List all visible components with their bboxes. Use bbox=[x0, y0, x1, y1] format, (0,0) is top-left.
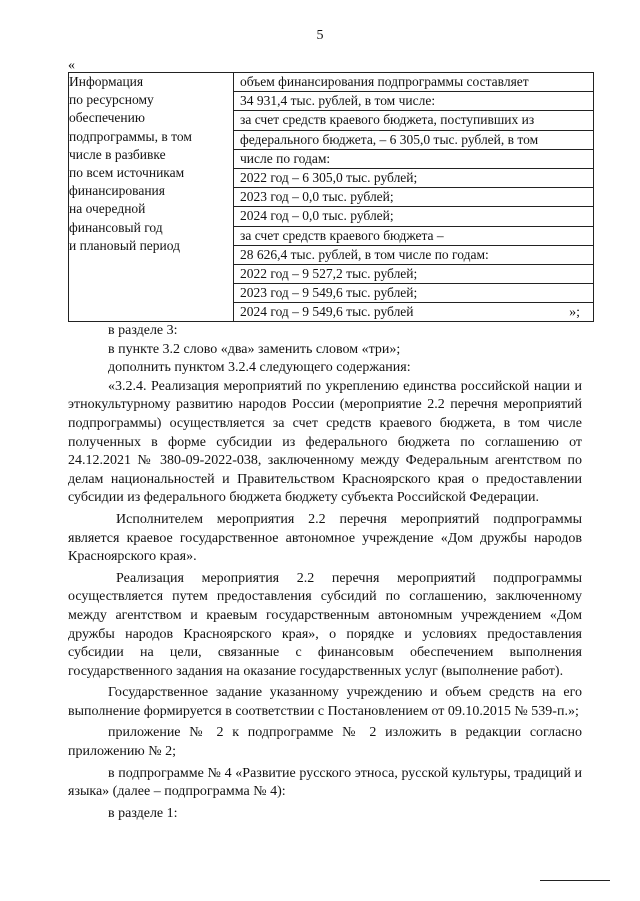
funding-line: 2023 год – 0,0 тыс. рублей; bbox=[234, 188, 593, 207]
paragraph: в подпрограмме № 4 «Развитие русского этноса, русской культуры, традиций и языка» (далее – подпрограмма № 4): bbox=[68, 765, 582, 800]
label-line: числе в разбивке bbox=[69, 146, 166, 162]
funding-line: федерального бюджета, – 6 305,0 тыс. рублей, в том bbox=[234, 131, 593, 150]
funding-line: 2024 год – 0,0 тыс. рублей; bbox=[234, 207, 593, 226]
paragraph: «3.2.4. Реализация мероприятий по укреплению единства российской нации и этнокультурному развитию народов России (мероприятие 2.2 перечня мероприятий подпрограммы) осуществляется за счет средств краевого бюджета, в том числе полученных в форме субсидии из федерального бюджета по соглашению от 24.12.2021 № 380-09-2022-038, заключенному между Федеральным агентством по делам национальностей и Правительством Красноярского края о предоставлении субсидии из федерального бюджета бюджету субъекта Российской Федерации. bbox=[68, 378, 582, 506]
paragraph: в разделе 3: bbox=[108, 323, 178, 338]
funding-line: числе по годам: bbox=[234, 150, 593, 169]
closing-quote-mark: »; bbox=[569, 305, 580, 320]
signature-line bbox=[540, 880, 610, 881]
funding-line: 34 931,4 тыс. рублей, в том числе: bbox=[234, 92, 593, 111]
table-row bbox=[69, 73, 594, 322]
label-line: Информация bbox=[69, 74, 144, 89]
opening-quote-mark: « bbox=[68, 58, 75, 73]
funding-info-table bbox=[68, 72, 594, 322]
label-line: по ресурсному bbox=[69, 92, 154, 108]
funding-line: 2022 год – 9 527,2 тыс. рублей; bbox=[234, 265, 593, 284]
paragraph: дополнить пунктом 3.2.4 следующего содержания: bbox=[108, 360, 411, 376]
paragraph: в разделе 1: bbox=[108, 805, 178, 821]
label-line: по всем источникам bbox=[69, 164, 185, 180]
funding-line: 2023 год – 9 549,6 тыс. рублей; bbox=[234, 284, 593, 303]
funding-line: за счет средств краевого бюджета – bbox=[234, 227, 593, 246]
paragraph: приложение № 2 к подпрограмме № 2 изложить в редакции согласно приложению № 2; bbox=[68, 725, 582, 760]
label-line: и плановый период bbox=[69, 237, 180, 253]
page-number: 5 bbox=[316, 28, 324, 43]
funding-line: 28 626,4 тыс. рублей, в том числе по годам: bbox=[234, 246, 593, 265]
funding-line: 2022 год – 6 305,0 тыс. рублей; bbox=[234, 169, 593, 188]
table-label-cell bbox=[69, 73, 234, 322]
label-line: финансирования bbox=[69, 183, 165, 199]
funding-line: за счет средств краевого бюджета, поступивших из bbox=[234, 111, 593, 130]
label-line: на очередной bbox=[69, 201, 146, 217]
paragraph: Исполнителем мероприятия 2.2 перечня мероприятий подпрограммы является краевое государственное автономное учреждение «Дом дружбы народов Красноярского края». bbox=[68, 511, 582, 565]
paragraph: Реализация мероприятия 2.2 перечня мероприятий подпрограммы осуществляется путем предоставления субсидий по соглашению, заключенному между агентством и краевым государственным автономным учреждением «Дом дружбы народов Красноярского края», о порядке и условиях предоставления субсидии на цели, связанные с финансовым обеспечением выполнения государственного задания на оказание государственных услуг (выполнение работ). bbox=[68, 570, 582, 679]
label-line: подпрограммы, в том bbox=[69, 128, 192, 144]
label-line: обеспечению bbox=[69, 110, 145, 126]
funding-line: объем финансирования подпрограммы составляет bbox=[234, 73, 593, 92]
paragraph: в пункте 3.2 слово «два» заменить словом «три»; bbox=[108, 341, 401, 357]
funding-line: 2024 год – 9 549,6 тыс. рублей bbox=[240, 304, 414, 320]
label-line: финансовый год bbox=[69, 219, 163, 235]
document-body bbox=[68, 322, 582, 823]
table-value-cell bbox=[234, 73, 594, 322]
paragraph: Государственное задание указанному учреждению и объем средств на его выполнение формируется в соответствии с Постановлением от 09.10.2015 № 539-п.»; bbox=[68, 685, 582, 719]
